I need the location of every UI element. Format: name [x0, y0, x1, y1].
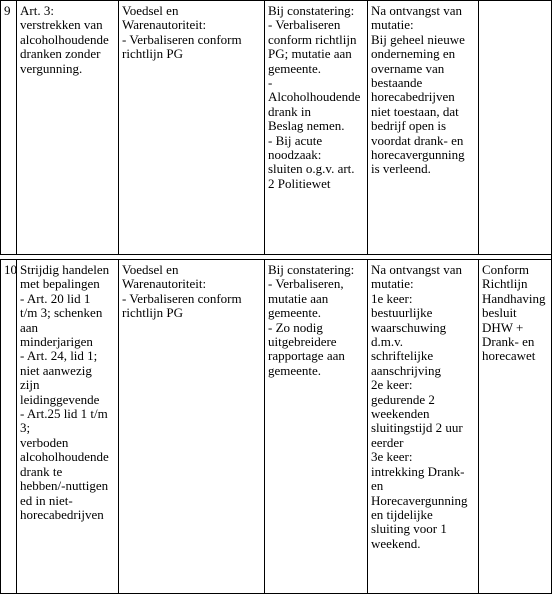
municipality-action-cell [367, 0, 478, 254]
text-line: - Verbaliseren [268, 17, 341, 33]
text-line: - Zo nodig [268, 319, 323, 335]
text-line: aan [20, 319, 39, 335]
reference-cell [478, 0, 552, 254]
text-line: 2e keer: [371, 377, 413, 393]
text-line: uitgebreidere [268, 334, 337, 350]
text-line: zijn [20, 377, 40, 393]
text-line: gemeente. [268, 362, 322, 378]
text-line: sluiting voor 1 [371, 521, 447, 537]
text-line: horecabedrijven [371, 89, 455, 105]
text-line: weekend. [371, 535, 421, 551]
text-line: niet aanwezig [20, 362, 92, 378]
text-line: besluit [482, 305, 517, 321]
text-line: gemeente. [268, 305, 322, 321]
text-line: drank in [268, 103, 311, 119]
text-line: Voedsel en [122, 3, 179, 18]
text-line: bestaande [371, 75, 423, 91]
text-line: Drank- en [482, 334, 535, 350]
text-line: mutatie: [371, 276, 414, 292]
text-line: gedurende 2 [371, 391, 435, 407]
text-line: horecavergunning [371, 147, 465, 163]
text-line: drank te [20, 463, 63, 479]
text-line: Bij constatering: [268, 3, 355, 18]
violation-cell [16, 259, 118, 594]
text-line: bestuurlijke [371, 305, 433, 321]
text-line: horecawet [482, 348, 536, 364]
text-line: Richtlijn [482, 276, 528, 292]
text-line: DHW + [482, 319, 524, 335]
text-line: - Art.25 lid 1 t/m [20, 406, 108, 422]
text-line: sluiten o.g.v. art. [268, 161, 355, 177]
authority-cell [118, 259, 264, 594]
text-line: richtlijn PG [122, 305, 184, 321]
text-line: aanschrijving [371, 362, 442, 378]
authority-cell [118, 0, 264, 254]
text-line: Art. 3: [20, 3, 54, 18]
police-action-cell [264, 259, 367, 594]
text-line: Bij geheel nieuwe [371, 31, 465, 47]
text-line: t/m 3; schenken [20, 305, 103, 321]
municipality-action-cell [367, 259, 478, 594]
text-line: Na ontvangst van [371, 3, 462, 18]
row-number-cell [0, 259, 16, 594]
text-line: leidinggevende [20, 391, 100, 407]
text-line: richtlijn PG [122, 46, 184, 62]
text-line: Bij constatering: [268, 262, 355, 277]
text-line: PG; mutatie aan [268, 46, 352, 62]
text-line: Warenautoriteit: [122, 276, 207, 292]
text-line: dranken zonder [20, 46, 101, 62]
text-line: schriftelijke [371, 348, 434, 364]
text-line: - Verbaliseren, [268, 276, 344, 292]
text-line: horecabedrijven [20, 506, 104, 522]
text-line: verboden [20, 434, 69, 450]
text-line: mutatie: [371, 17, 414, 33]
police-action-cell [264, 0, 367, 254]
text-line: intrekking Drank- [371, 463, 465, 479]
row-number: 10 [4, 262, 17, 277]
text-line: 1e keer: [371, 290, 413, 306]
text-line: en tijdelijke [371, 506, 433, 522]
text-line: niet toestaan, dat [371, 103, 459, 119]
text-line: waarschuwing [371, 319, 447, 335]
text-line: met bepalingen [20, 276, 100, 292]
table-row [0, 0, 552, 254]
text-line: Warenautoriteit: [122, 17, 207, 33]
text-line: Horecavergunning [371, 492, 468, 508]
text-line: gemeente. [268, 60, 322, 76]
text-line: Voedsel en [122, 262, 179, 277]
text-line: - [268, 75, 273, 91]
text-line: ed in niet- [20, 492, 73, 508]
text-line: conform richtlijn [268, 31, 357, 47]
text-line: minderjarigen [20, 334, 93, 350]
text-line: Alcoholhoudende [268, 89, 361, 105]
row-number-cell [0, 0, 16, 254]
text-line: d.m.v. [371, 334, 404, 350]
text-line: 3e keer: [371, 449, 413, 465]
text-line: - Art. 20 lid 1 [20, 290, 91, 306]
text-line: onderneming en [371, 46, 456, 62]
text-line: mutatie aan [268, 290, 329, 306]
text-line: vergunning. [20, 60, 83, 76]
text-line: voordat drank- en [371, 132, 464, 148]
text-line: verstrekken van [20, 17, 103, 33]
text-line: - Verbaliseren conform [122, 290, 242, 306]
text-line: overname van [371, 60, 445, 76]
text-line: - Art. 24, lid 1; [20, 348, 98, 364]
text-line: Handhaving [482, 290, 546, 306]
text-line: hebben/-nuttigen [20, 478, 109, 494]
text-line: Strijdig handelen [20, 262, 110, 277]
text-line: sluitingstijd 2 uur [371, 420, 463, 436]
text-line: Beslag nemen. [268, 118, 345, 134]
text-line: - Bij acute [268, 132, 323, 148]
text-line: - Verbaliseren conform [122, 31, 242, 47]
row-number: 9 [4, 3, 11, 18]
text-line: 3; [20, 420, 31, 436]
text-line: Na ontvangst van [371, 262, 462, 277]
text-line: rapportage aan [268, 348, 345, 364]
text-line: is verleend. [371, 161, 431, 177]
violation-cell [16, 0, 118, 254]
text-line: 2 Politiewet [268, 175, 331, 191]
text-line: alcoholhoudende [20, 449, 109, 465]
text-line: noodzaak: [268, 147, 322, 163]
text-line: bedrijf open is [371, 118, 447, 134]
reference-cell [478, 259, 552, 594]
text-line: en [371, 478, 384, 494]
table-row [0, 259, 552, 594]
row-separator [0, 254, 552, 255]
text-line: eerder [371, 434, 404, 450]
text-line: Conform [482, 262, 529, 277]
text-line: alcoholhoudende [20, 31, 109, 47]
text-line: weekenden [371, 406, 430, 422]
